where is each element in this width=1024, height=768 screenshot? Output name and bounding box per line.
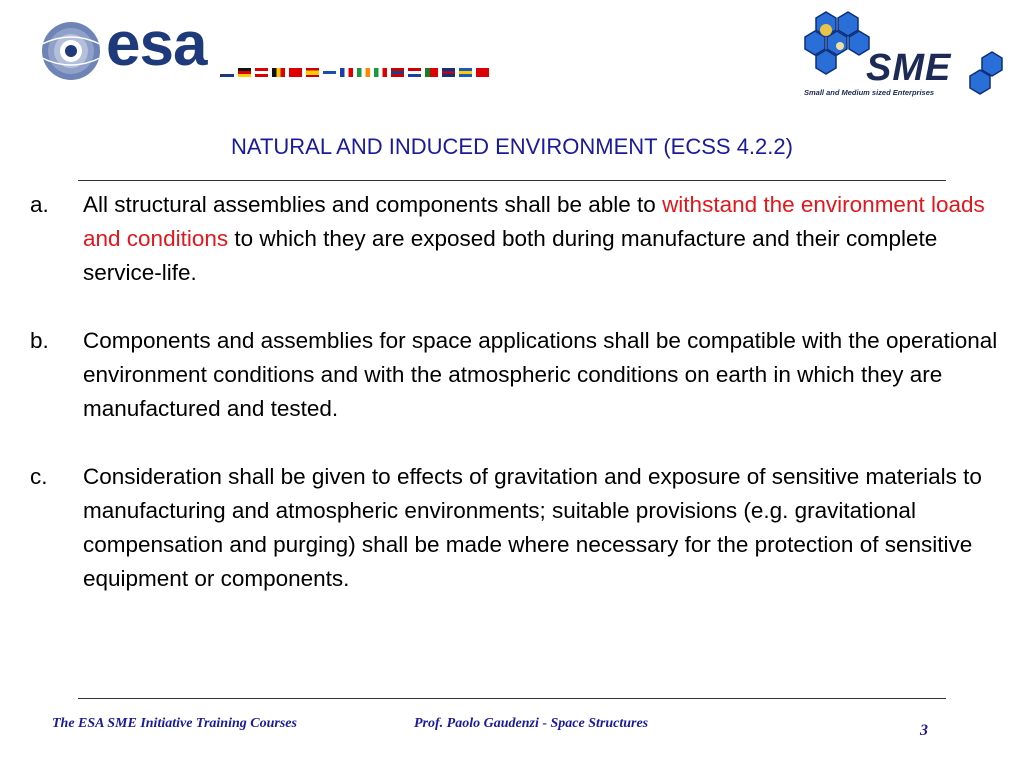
flag-germany-icon bbox=[238, 68, 251, 77]
flag-uk-icon bbox=[442, 68, 455, 77]
sme-logo bbox=[796, 6, 1006, 108]
flag-denmark-icon bbox=[289, 68, 302, 77]
flag-spain-icon bbox=[306, 68, 319, 77]
flag-sweden-icon bbox=[459, 68, 472, 77]
footer-course: The ESA SME Initiative Training Courses bbox=[52, 716, 297, 731]
list-item-label: b. bbox=[30, 328, 49, 353]
flag-dash bbox=[220, 74, 234, 77]
footer-divider bbox=[78, 698, 946, 699]
flag-france-icon bbox=[340, 68, 353, 77]
list-item-text: Consideration shall be given to effects of gravitation and exposure of sensitive materials to manufacturing and atmospheric environments; suitable provisions (e.g. gravitational compensation and purging) shall be made where necessary for the protection of sensitive equipment or components. bbox=[83, 464, 982, 591]
flag-portugal-icon bbox=[425, 68, 438, 77]
esa-wordmark: esa bbox=[106, 10, 207, 79]
flag-norway-icon bbox=[391, 68, 404, 77]
member-flags bbox=[220, 68, 489, 77]
flag-italy-icon bbox=[374, 68, 387, 77]
flag-belgium-icon bbox=[272, 68, 285, 77]
flag-netherlands-icon bbox=[408, 68, 421, 77]
list-item-b bbox=[30, 324, 1005, 426]
list-item-label: c. bbox=[30, 464, 48, 489]
title-divider bbox=[78, 180, 946, 181]
list-item-label: a. bbox=[30, 192, 49, 217]
page-number: 3 bbox=[920, 722, 928, 739]
list-item-text: All structural assemblies and components shall be able to bbox=[83, 192, 663, 217]
slide-title: NATURAL AND INDUCED ENVIRONMENT (ECSS 4.2.2) bbox=[231, 134, 793, 159]
esa-logo bbox=[40, 10, 560, 88]
highlighted-text: withstand the environment loads and conditions bbox=[83, 192, 985, 251]
list-item-a bbox=[30, 188, 1005, 290]
flag-finland-icon bbox=[323, 68, 336, 77]
slide-body bbox=[30, 188, 1005, 630]
flag-ireland-icon bbox=[357, 68, 370, 77]
footer-author: Prof. Paolo Gaudenzi - Space Structures bbox=[414, 716, 649, 731]
flag-switzerland-icon bbox=[476, 68, 489, 77]
list-item-c bbox=[30, 460, 1005, 596]
list-item-text: Components and assemblies for space applications shall be compatible with the operational environment conditions and with the atmospheric conditions on earth in which they are manufactured and tested. bbox=[83, 328, 998, 421]
list-item-text: to which they are exposed both during manufacture and their complete service-life. bbox=[83, 226, 938, 285]
sme-subtitle: Small and Medium sized Enterprises bbox=[804, 88, 935, 97]
flag-austria-icon bbox=[255, 68, 268, 77]
esa-globe-icon bbox=[40, 20, 102, 82]
sme-wordmark: SME bbox=[866, 47, 952, 89]
